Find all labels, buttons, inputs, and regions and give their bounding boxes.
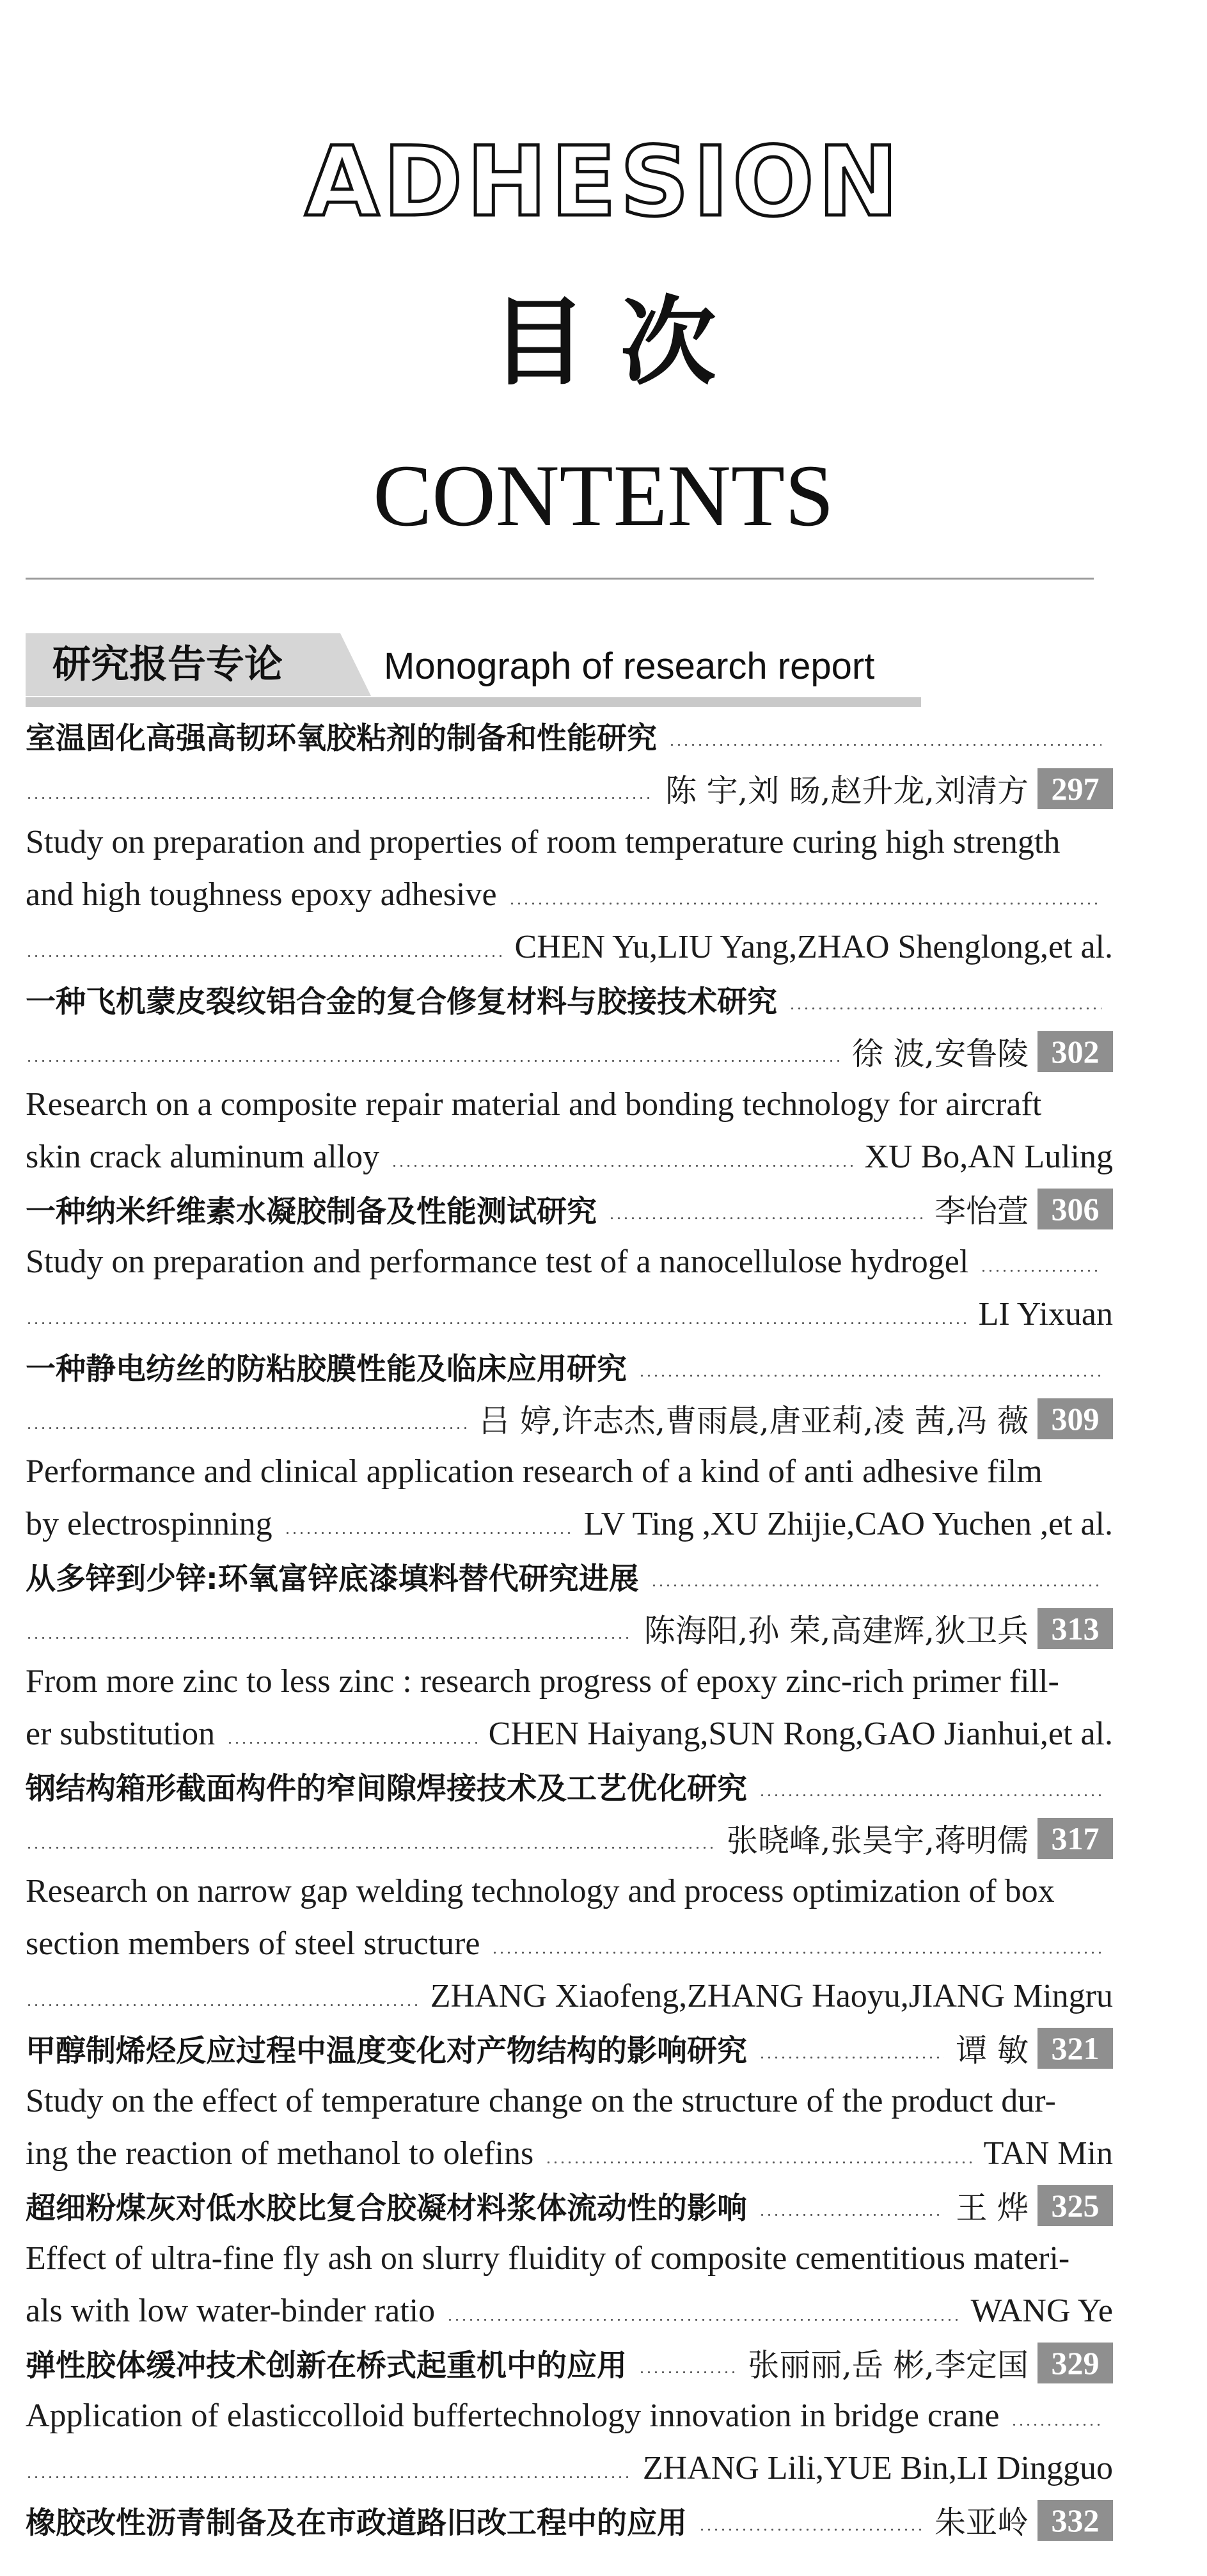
toc-entry-3-title-cn-line[interactable]: [26, 1183, 1113, 1235]
entry-title-cn: 从多锌到少锌:环氧富锌底漆填料替代研究进展: [26, 1561, 639, 1597]
toc-entry-6-authors-line: [26, 1813, 1113, 1864]
entry-authors-cn: 王 烨: [956, 2190, 1029, 2226]
dot-leader: [759, 2214, 944, 2216]
toc-entry-2-title-cn-line[interactable]: [26, 974, 1113, 1025]
dot-leader: [284, 1532, 572, 1534]
entry-title-cn: 甲醇制烯烃反应过程中温度变化对产物结构的影响研究: [26, 2033, 747, 2069]
entry-title-cn: 钢结构箱形截面构件的窄间隙焊接技术及工艺优化研究: [26, 1771, 747, 1806]
toc-entry-9-title-en-line: [26, 2390, 1113, 2441]
entry-title-en: ing the reaction of methanol to olefins: [26, 2135, 534, 2172]
entry-title-en: Application of elasticcolloid buffertechnology innovation in bridge crane: [26, 2397, 1000, 2434]
dot-leader: [26, 955, 503, 957]
entry-authors-cn: 陈海阳,孙 荣,高建辉,狄卫兵: [643, 1613, 1029, 1649]
dot-leader: [391, 1165, 853, 1167]
entry-title-en: Study on preparation and properties of room temperature curing high strength: [26, 823, 1061, 860]
toc-entry-8-title-en-line: [26, 2285, 1113, 2336]
section-title-en: Monograph of research report: [384, 645, 875, 687]
toc-entry-4-title-cn-line[interactable]: [26, 1341, 1113, 1392]
page-number-badge[interactable]: 297: [1037, 768, 1113, 809]
dot-leader: [26, 1427, 467, 1429]
dot-leader: [638, 2371, 736, 2373]
dot-leader: [698, 2529, 923, 2531]
entry-title-en: by electrospinning: [26, 1505, 272, 1542]
dot-leader: [26, 2476, 631, 2478]
entry-authors-cn: 李怡萱: [934, 1193, 1029, 1229]
toc-entry-8-title-cn-line[interactable]: [26, 2180, 1113, 2231]
toc-entry-8-title-en-line: [26, 2232, 1113, 2284]
dot-leader: [26, 2004, 419, 2006]
dot-leader: [446, 2319, 959, 2321]
entry-title-en: Study on preparation and performance test of a nanocellulose hydrogel: [26, 1243, 969, 1280]
entry-title-en: and high toughness epoxy adhesive: [26, 876, 497, 913]
entry-authors-en: XU Bo,AN Luling: [864, 1138, 1113, 1175]
toc-entry-3-authors-en-line: [26, 1288, 1113, 1339]
toc-entry-5-title-en-line: [26, 1708, 1113, 1759]
toc-entry-5-title-cn-line[interactable]: [26, 1551, 1113, 1602]
entry-title-en: als with low water-binder ratio: [26, 2292, 436, 2329]
entry-authors-en: LI Yixuan: [978, 1295, 1113, 1332]
entry-title-cn: 弹性胶体缓冲技术创新在桥式起重机中的应用: [26, 2348, 627, 2383]
toc-entry-9-title-cn-line[interactable]: [26, 2337, 1113, 2389]
dot-leader: [759, 2057, 944, 2058]
toc-entry-7-title-en-line: [26, 2128, 1113, 2179]
page-number-badge[interactable]: 329: [1037, 2343, 1113, 2383]
dot-leader: [26, 1637, 633, 1639]
dot-leader: [789, 1007, 1101, 1009]
section-title-cn: 研究报告专论: [52, 642, 283, 687]
entry-title-cn: 一种飞机蒙皮裂纹铝合金的复合修复材料与胶接技术研究: [26, 984, 777, 1020]
toc-entry-3-title-en-line: [26, 1236, 1113, 1287]
entry-title-cn: 一种纳米纤维素水凝胶制备及性能测试研究: [26, 1194, 597, 1229]
entry-title-en: Study on the effect of temperature change on the structure of the product dur-: [26, 2082, 1056, 2119]
dot-leader: [509, 903, 1101, 905]
toc-entry-5-authors-line: [26, 1603, 1113, 1654]
entry-authors-en: ZHANG Xiaofeng,ZHANG Haoyu,JIANG Mingru: [430, 1977, 1113, 2014]
page-title-cn: 目 次: [491, 286, 716, 399]
entry-authors-cn: 张丽丽,岳 彬,李定国: [748, 2347, 1029, 2383]
toc-entry-9-authors-en-line: [26, 2442, 1113, 2493]
entry-authors-en: WANG Ye: [970, 2292, 1113, 2329]
dot-leader: [759, 1794, 1101, 1796]
entry-title-cn: 一种静电纺丝的防粘胶膜性能及临床应用研究: [26, 1351, 627, 1387]
toc-entry-1-title-en-line: [26, 869, 1113, 920]
entry-title-cn: 橡胶改性沥青制备及在市政道路旧改工程中的应用: [26, 2505, 687, 2541]
section-header: [26, 633, 921, 707]
dot-leader: [26, 1322, 967, 1324]
entry-authors-cn: 徐 波,安鲁陵: [851, 1036, 1029, 1072]
toc-entry-6-title-cn-line[interactable]: [26, 1760, 1113, 1812]
dot-leader: [491, 1952, 1101, 1954]
toc-entry-4-authors-line: [26, 1393, 1113, 1444]
dot-leader: [1011, 2424, 1101, 2426]
page-number-badge[interactable]: 321: [1037, 2028, 1113, 2069]
dot-leader: [26, 1060, 840, 1062]
entry-title-en: Effect of ultra-fine fly ash on slurry fluidity of composite cementitious materi-: [26, 2240, 1070, 2277]
dot-leader: [26, 797, 654, 799]
dot-leader: [226, 1742, 477, 1744]
toc-entry-4-title-en-line: [26, 1446, 1113, 1497]
page-number-badge[interactable]: 332: [1037, 2500, 1113, 2541]
page-number-badge[interactable]: 306: [1037, 1189, 1113, 1229]
entry-authors-en: TAN Min: [983, 2135, 1113, 2172]
entry-authors-cn: 谭 敏: [956, 2032, 1029, 2069]
entry-title-en: Research on narrow gap welding technology and process optimization of box: [26, 1872, 1055, 1909]
page-number-badge[interactable]: 317: [1037, 1818, 1113, 1859]
entry-title-cn: 超细粉煤灰对低水胶比复合胶凝材料浆体流动性的影响: [26, 2190, 747, 2226]
entry-title-en: section members of steel structure: [26, 1925, 480, 1962]
entry-title-en: skin crack aluminum alloy: [26, 1138, 380, 1175]
toc-entry-1-authors-line: [26, 763, 1113, 814]
entry-authors-cn: 陈 宇,刘 旸,赵升龙,刘清方: [665, 773, 1029, 809]
entry-authors-en: CHEN Haiyang,SUN Rong,GAO Jianhui,et al.: [488, 1715, 1113, 1752]
journal-brand: ADHESION: [304, 127, 903, 238]
entry-authors-cn: 吕 婷,许志杰,曹雨晨,唐亚莉,凌 茜,冯 薇: [478, 1403, 1029, 1439]
entry-title-en: Performance and clinical application research of a kind of anti adhesive film: [26, 1453, 1043, 1490]
toc-entry-1-authors-en-line: [26, 921, 1113, 972]
page-title-en: CONTENTS: [373, 446, 834, 544]
entry-title-en: er substitution: [26, 1715, 216, 1752]
entry-title-cn: 室温固化高强高韧环氧胶粘剂的制备和性能研究: [26, 720, 657, 756]
toc-entry-2-authors-line: [26, 1026, 1113, 1077]
toc-entry-1-title-cn-line[interactable]: [26, 710, 1113, 761]
page-number-badge[interactable]: 309: [1037, 1398, 1113, 1439]
page-number-badge[interactable]: 313: [1037, 1608, 1113, 1649]
entry-title-en: From more zinc to less zinc : research progress of epoxy zinc-rich primer fill-: [26, 1663, 1059, 1700]
toc-entry-2-title-en-line: [26, 1079, 1113, 1130]
toc-entry-2-title-en-line: [26, 1131, 1113, 1182]
toc-entry-6-title-en-line: [26, 1918, 1113, 1969]
toc-entry-7-title-cn-line[interactable]: [26, 2023, 1113, 2074]
header-divider: [26, 578, 1094, 580]
toc-entry-6-authors-en-line: [26, 1970, 1113, 2021]
entry-authors-cn: 张晓峰,张昊宇,蒋明儒: [726, 1822, 1029, 1859]
entry-authors-en: CHEN Yu,LIU Yang,ZHAO Shenglong,et al.: [514, 928, 1113, 965]
dot-leader: [608, 1217, 923, 1219]
dot-leader: [638, 1375, 1101, 1377]
entry-authors-en: ZHANG Lili,YUE Bin,LI Dingguo: [642, 2449, 1113, 2486]
entry-title-en: Research on a composite repair material and bonding technology for aircraft: [26, 1086, 1042, 1123]
toc-entry-1-title-en-line: [26, 816, 1113, 867]
page-number-badge[interactable]: 302: [1037, 1031, 1113, 1072]
page-number-badge[interactable]: 325: [1037, 2185, 1113, 2226]
dot-leader: [545, 2161, 972, 2163]
toc-entry-7-title-en-line: [26, 2075, 1113, 2126]
entry-authors-en: LV Ting ,XU Zhijie,CAO Yuchen ,et al.: [583, 1505, 1113, 1542]
toc-entry-4-title-en-line: [26, 1498, 1113, 1549]
dot-leader: [980, 1270, 1101, 1272]
dot-leader: [651, 1584, 1101, 1586]
toc-entry-6-title-en-line: [26, 1865, 1113, 1916]
dot-leader: [26, 1847, 715, 1849]
toc-entry-5-title-en-line: [26, 1655, 1113, 1707]
toc-entry-10-title-cn-line[interactable]: [26, 2495, 1113, 2546]
section-underline: [26, 697, 921, 707]
entry-authors-cn: 朱亚岭: [934, 2504, 1029, 2541]
dot-leader: [668, 744, 1101, 746]
